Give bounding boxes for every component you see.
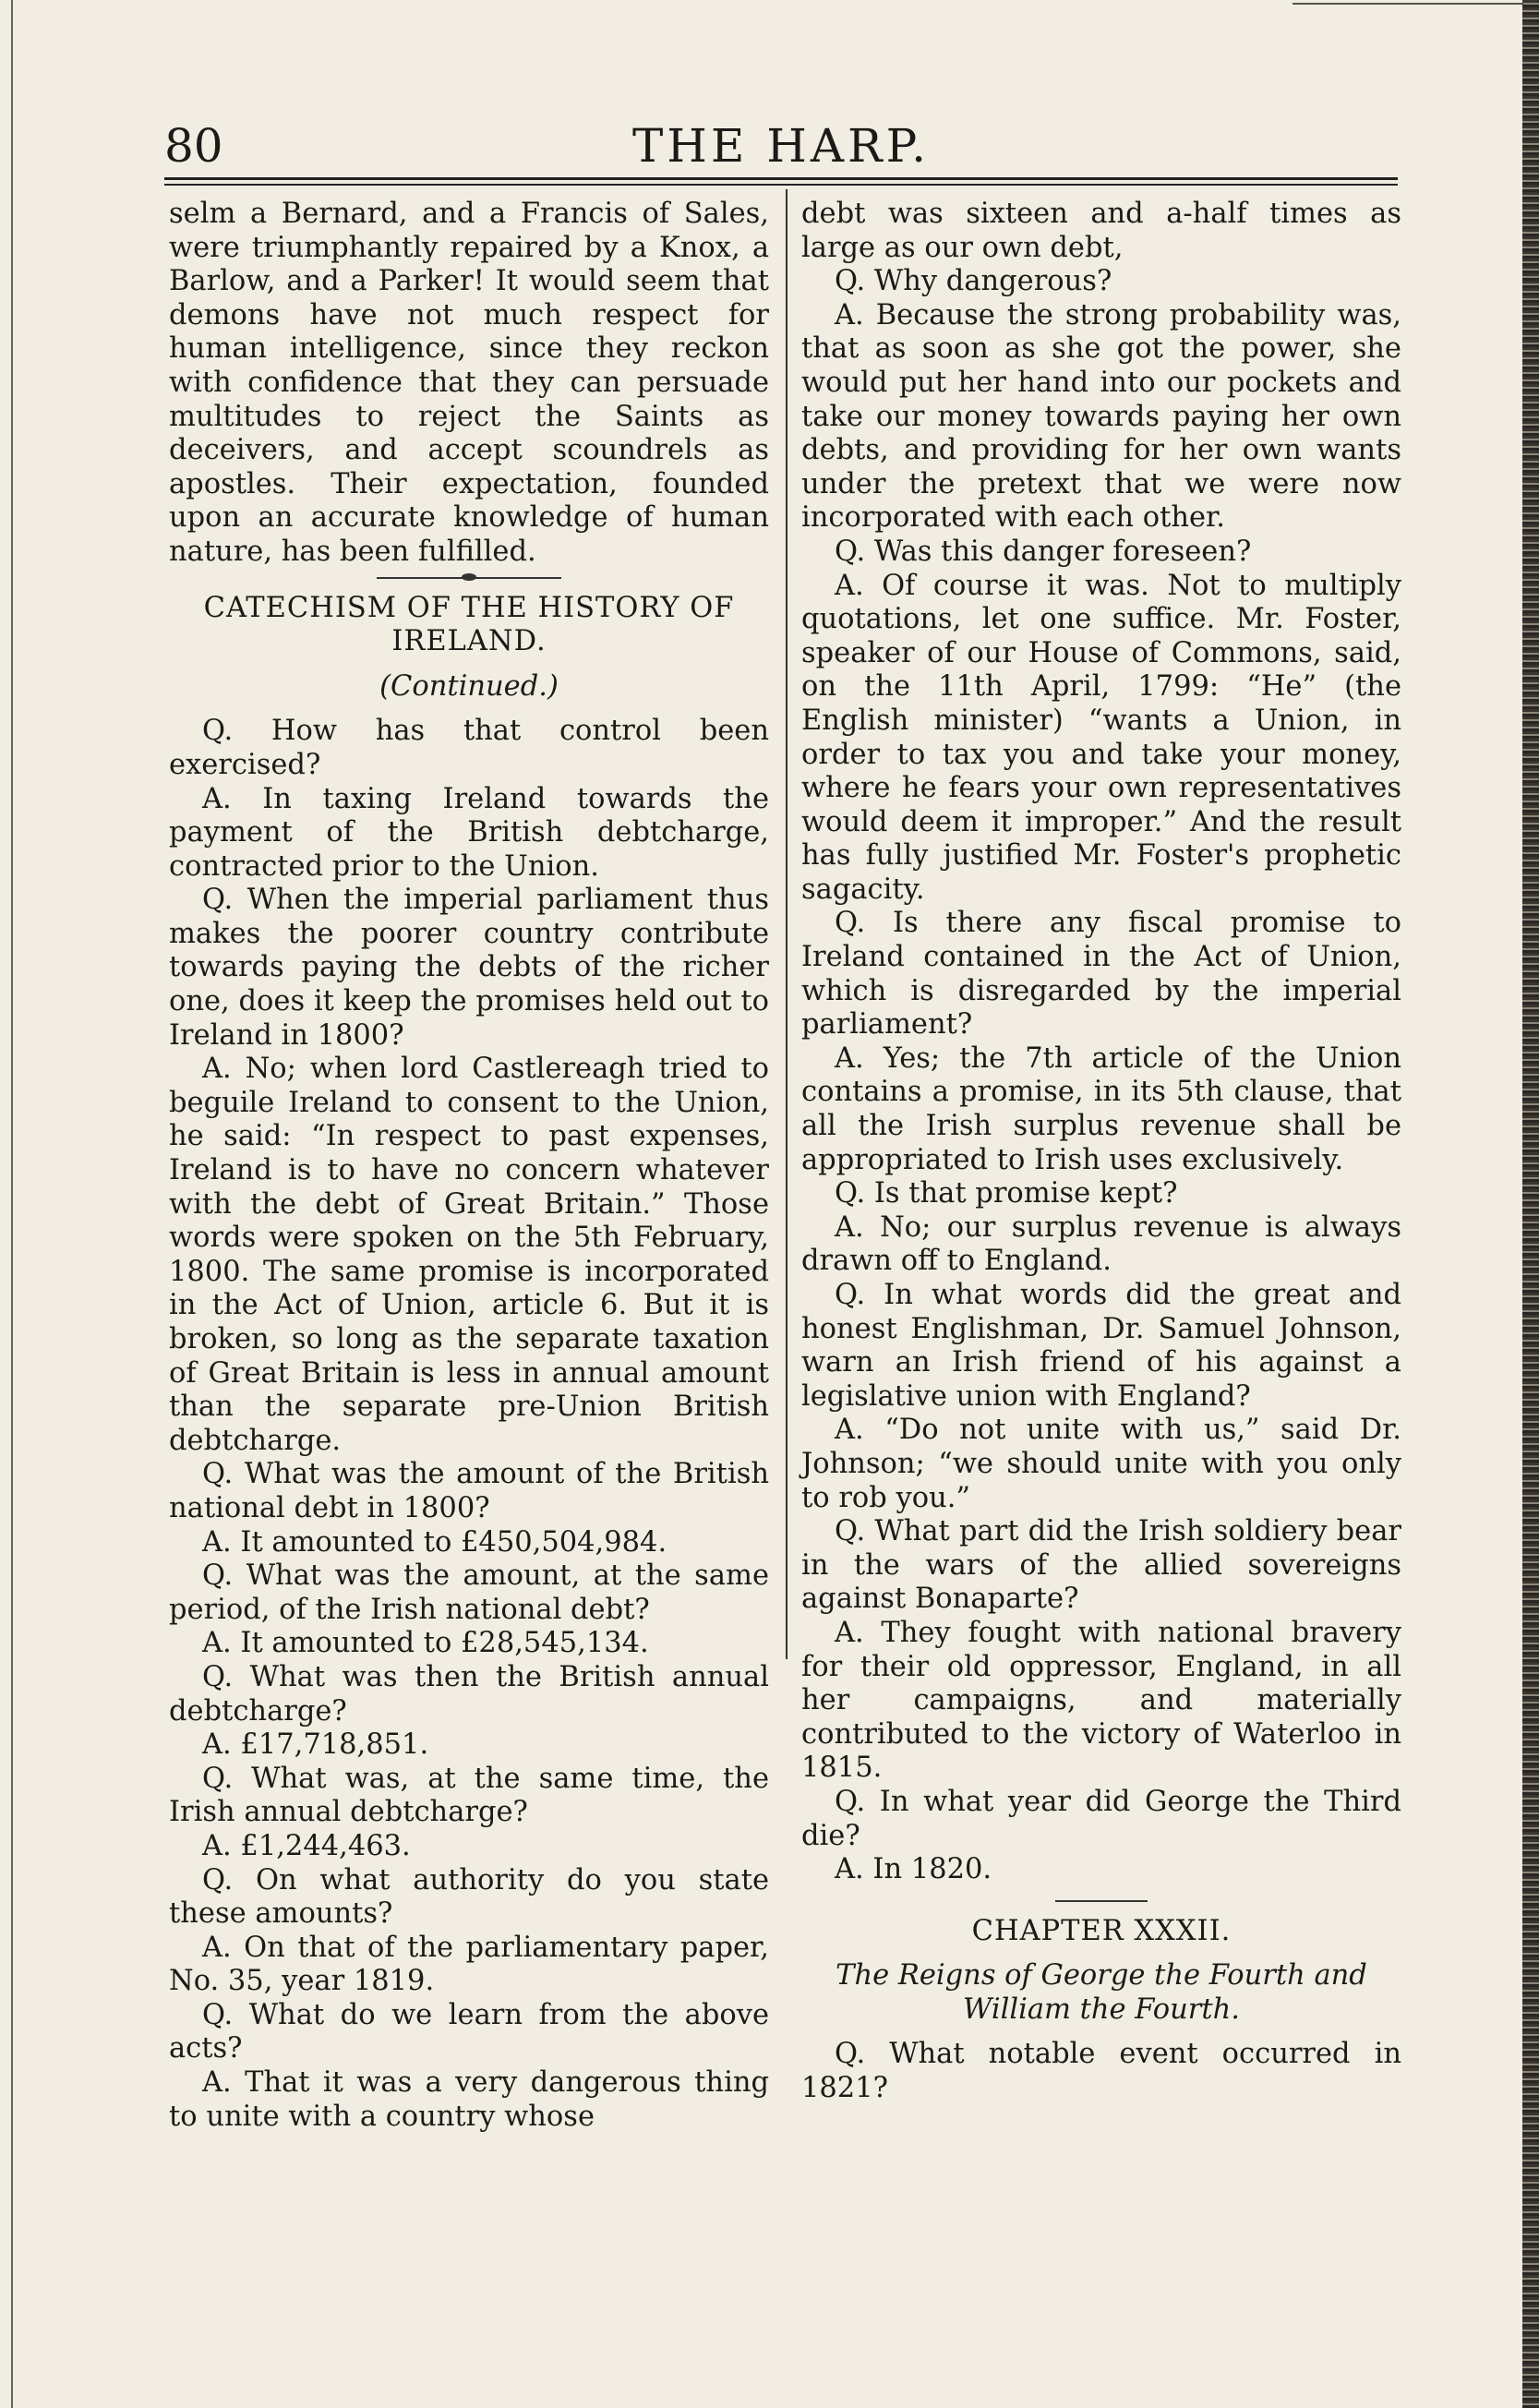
catechism-paragraph: A. £17,718,851.: [202, 1728, 429, 1762]
continued-label: (Continued.): [379, 669, 559, 703]
catechism-paragraph: Q. What do we learn from the above acts?: [169, 1998, 769, 2065]
catechism-paragraph: Q. On what authority do you state these amounts?: [169, 1863, 769, 1931]
catechism-paragraph: Q. What part did the Irish soldiery bear in the wars of the allied sovereigns against Bonaparte?: [801, 1515, 1401, 1616]
page-top-line: [1293, 3, 1523, 5]
catechism-paragraph: A. On that of the parliamentary paper, No. 35, year 1819.: [169, 1931, 769, 1998]
catechism-paragraph: A. It amounted to £28,545,134.: [202, 1627, 649, 1660]
header-rule-thin: [164, 184, 1398, 186]
catechism-paragraph: A. It amounted to £450,504,984.: [202, 1525, 667, 1559]
section-heading-line2: IRELAND.: [391, 625, 547, 658]
page-header: [164, 118, 1398, 174]
catechism-paragraph: A. In 1820.: [835, 1853, 992, 1886]
catechism-paragraph: A. Of course it was. Not to multiply quotations, let one suffice. Mr. Foster, speaker of our House of Commons, said, on the 11th April, 1799: “He” (the English minister) “wants a Union, in order to tax you and take your money, where he fears your own representatives would deem it improper.” And the result has fully justified Mr. Foster's prophetic sagacity.: [801, 569, 1401, 906]
column-divider: [786, 189, 788, 1659]
catechism-paragraph: Q. Was this danger foreseen?: [835, 535, 1252, 568]
right-column: [801, 198, 1401, 2106]
catechism-paragraph: Q. What was, at the same time, the Irish annual debtcharge?: [169, 1762, 769, 1829]
catechism-paragraph: debt was sixteen and a-half times as large as our own debt,: [801, 198, 1401, 264]
chapter-rule: [1055, 1900, 1148, 1902]
catechism-paragraph: Q. In what words did the great and honest Englishman, Dr. Samuel Johnson, warn an Irish friend of his against a legislative union with England?: [801, 1279, 1401, 1413]
chapter-subtitle: The Reigns of George the Fourth and William the Fourth.: [836, 1959, 1367, 2026]
page-right-edge: [1522, 0, 1539, 2408]
catechism-paragraph: Q. What was then the British annual debtcharge?: [169, 1660, 769, 1728]
catechism-paragraph: Q. When the imperial parliament thus makes the poorer country contribute towards paying the debts of the richer one, does it keep the promises held out to Ireland in 1800?: [169, 884, 769, 1052]
page-left-edge: [11, 0, 13, 2408]
catechism-paragraph: Q. What was the amount, at the same period, of the Irish national debt?: [169, 1559, 769, 1626]
ornamental-rule: [377, 577, 561, 579]
catechism-paragraph: A. Yes; the 7th article of the Union contains a promise, in its 5th clause, that all the Irish surplus revenue shall be appropriated to Irish uses exclusively.: [801, 1041, 1401, 1176]
section-heading-line1: CATECHISM OF THE HISTORY OF: [203, 591, 735, 624]
catechism-paragraph: A. “Do not unite with us,” said Dr. Johnson; “we should unite with you only to rob you.”: [801, 1414, 1401, 1514]
chapter-heading: CHAPTER XXXII.: [971, 1914, 1232, 1947]
intro-paragraph: selm a Bernard, and a Francis of Sales, were triumphantly repaired by a Knox, a Barlow, and a Parker! It would seem that demons have not much respect for human intelligence, since they reckon with confidence that they can persuade multitudes to reject the Saints as deceivers, and accept scoundrels as apostles. Their expectation, founded upon an accurate knowledge of human nature, has been fulfilled.: [169, 198, 769, 568]
header-rule: [164, 177, 1398, 180]
catechism-paragraph: Q. What was the amount of the British national debt in 1800?: [169, 1458, 769, 1524]
catechism-paragraph: Q. Is that promise kept?: [835, 1177, 1178, 1210]
catechism-paragraph: Q. In what year did George the Third die?: [801, 1785, 1401, 1852]
catechism-paragraph: A. No; our surplus revenue is always drawn off to England.: [801, 1210, 1401, 1278]
catechism-paragraph: A. No; when lord Castlereagh tried to beguile Ireland to consent to the Union, he said: “In respect to past expenses, Ireland is to have no concern whatever with the debt of Great Britain.” Those words were spoken on the 5th February, 1800. The same promise is incorporated in the Act of Union, article 6. But it is broken, so long as the separate taxation of Great Britain is less in annual amount than the separate pre-Union British debtcharge.: [169, 1053, 769, 1457]
catechism-paragraph: A. They fought with national bravery for their old oppressor, England, in all her campaigns, and materially contributed to the victory of Waterloo in 1815.: [801, 1616, 1401, 1785]
catechism-paragraph: Q. Why dangerous?: [835, 265, 1112, 298]
running-title: THE HARP.: [631, 119, 931, 173]
left-column: [169, 198, 769, 2134]
catechism-paragraph: A. That it was a very dangerous thing to unite with a country whose: [169, 2066, 769, 2133]
catechism-paragraph: Q. Is there any fiscal promise to Ireland contained in the Act of Union, which is disregarded by the imperial parliament?: [801, 907, 1401, 1041]
catechism-paragraph: A. Because the strong probability was, that as soon as she got the power, she would put her hand into our pockets and take our money towards paying her own debts, and providing for her own wants under the pretext that we were now incorporated with each other.: [801, 298, 1401, 535]
catechism-paragraph: A. In taxing Ireland towards the payment of the British debtcharge, contracted prior to the Union.: [169, 782, 769, 883]
catechism-paragraph: Q. How has that control been exercised?: [169, 715, 769, 781]
page-number: 80: [164, 119, 223, 173]
catechism-paragraph: A. £1,244,463.: [202, 1829, 411, 1862]
catechism-paragraph: Q. What notable event occurred in 1821?: [801, 2038, 1401, 2105]
